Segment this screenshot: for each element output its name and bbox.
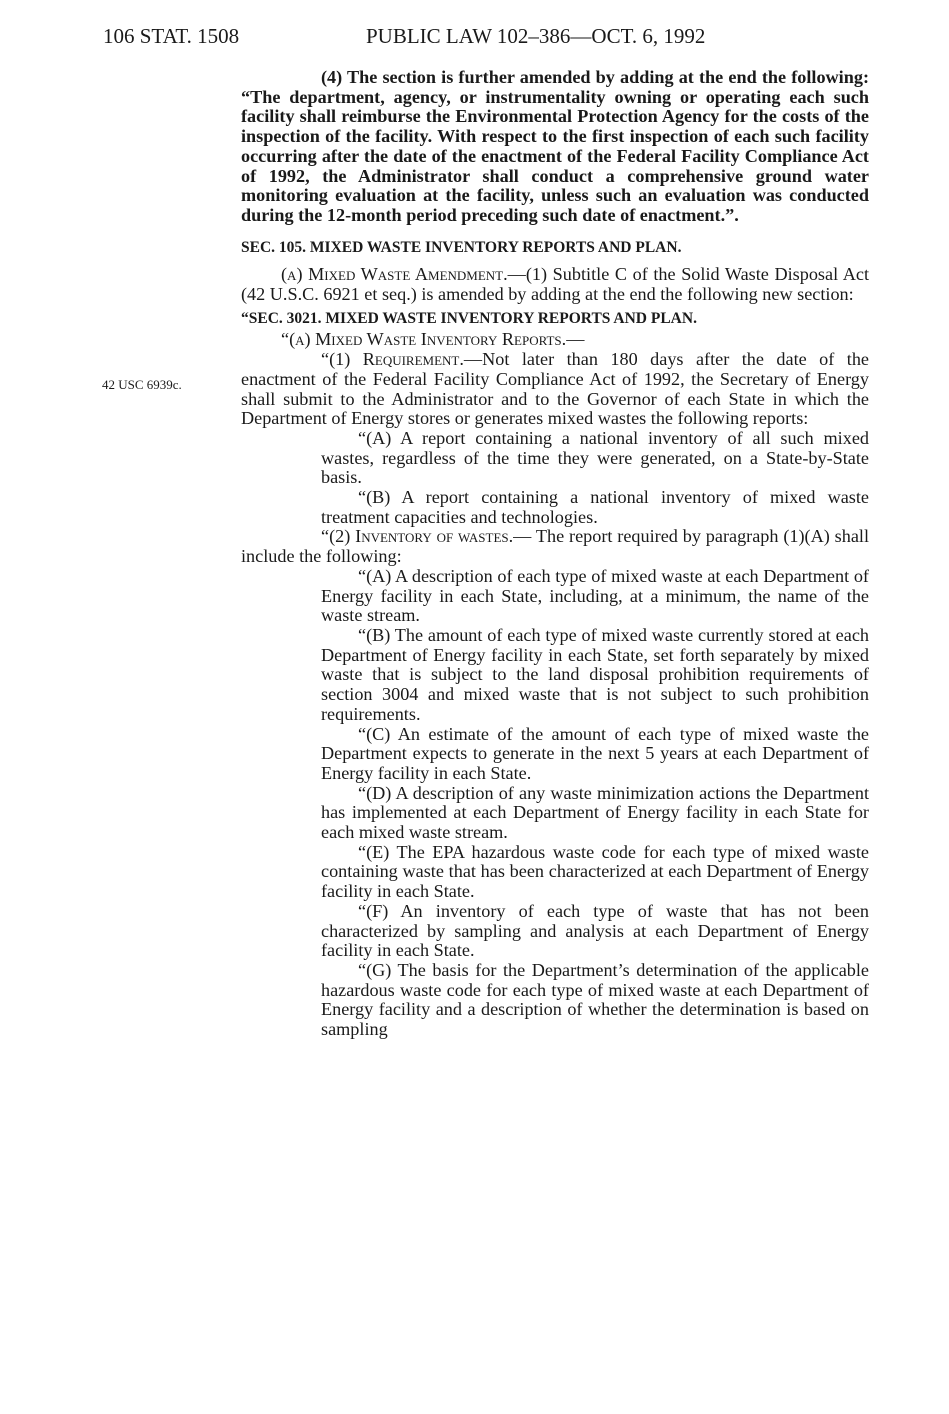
section-3021-heading: “SEC. 3021. MIXED WASTE INVENTORY REPORTS AND PLAN. <box>241 309 697 327</box>
requirement-item-A: “(A) A report containing a national inventory of all such mixed wastes, regardless of the time they were generated, on a State-by-State basis. <box>321 427 869 488</box>
requirement-paragraph-1 <box>241 350 869 429</box>
text-body <box>241 68 869 1040</box>
section-3021-subsection-a: “(a) Mixed Waste Inventory Reports.— <box>281 329 585 350</box>
paragraph-4: (4) The section is further amended by adding at the end the following: “The department, agency, or instrumentality owning or operating each such facility shall reimburse the Environmental Protection Agency for the costs of the inspection of the facility. With respect to the first inspection of each such facility occurring after the date of the enactment of the Federal Facility Compliance Act of 1992, the Administrator shall conduct a comprehensive ground water monitoring evaluation at the facility, unless such an evaluation was conducted during the 12-month period preceding such date of enactment.”. <box>241 67 869 225</box>
margin-note-usc: 42 USC 6939c. <box>102 377 182 392</box>
inventory-item-A: “(A) A description of each type of mixed waste at each Department of Energy facility in each State, including, at a minimum, the name of the waste stream. <box>321 565 869 626</box>
inventory-item-C: “(C) An estimate of the amount of each type of mixed waste the Department expects to generate in the next 5 years at each Department of Energy facility in each State. <box>321 723 869 783</box>
inventory-text: — The report required by paragraph (1)(A) shall include the following: <box>241 526 869 567</box>
subsection-a-label: (a) Mixed Waste Amendment. <box>281 264 508 285</box>
public-law-citation: PUBLIC LAW 102–386—OCT. 6, 1992 <box>366 24 706 48</box>
inventory-paragraph-2 <box>241 527 869 566</box>
inventory-item-E: “(E) The EPA hazardous waste code for each type of mixed waste containing waste that has been characterized at each Department of Energy facility in each State. <box>321 841 869 902</box>
inventory-item-B: “(B) The amount of each type of mixed waste currently stored at each Department of Energy facility in each State, set forth separately by mixed waste that is subject to the land disposal prohibition requirements of section 3004 and mixed waste that is not subject to such prohibition requirements. <box>321 624 869 724</box>
stat-page-number: 106 STAT. 1508 <box>103 24 240 48</box>
subsection-a-text: —(1) Subtitle C of the Solid Waste Disposal Act (42 U.S.C. 6921 et seq.) is amended by adding at the end the following new section: <box>241 264 869 305</box>
inventory-label: “(2) Inventory of wastes. <box>321 526 514 547</box>
inventory-item-G: “(G) The basis for the Department’s determination of the applicable hazardous waste code for each type of mixed waste at each Department of Energy facility and a description of whether the determination is based on sampling <box>321 959 869 1040</box>
requirement-item-B: “(B) A report containing a national inventory of mixed waste treatment capacities and technologies. <box>321 487 869 527</box>
page-header <box>103 20 749 52</box>
section-105-heading: SEC. 105. MIXED WASTE INVENTORY REPORTS AND PLAN. <box>241 238 682 256</box>
inventory-item-F: “(F) An inventory of each type of waste that has not been characterized by sampling and analysis at each Department of Energy facility in each State. <box>321 900 869 961</box>
subsection-a <box>241 265 869 304</box>
requirement-label: “(1) Requirement. <box>321 349 464 370</box>
inventory-item-D: “(D) A description of any waste minimization actions the Department has implemented at each Department of Energy facility in each State for each mixed waste stream. <box>321 782 869 843</box>
requirement-text: —Not later than 180 days after the date of the enactment of the Federal Facility Compliance Act of 1992, the Secretary of Energy shall submit to the Administrator and to the Governor of each State in which the Department of Energy stores or generates mixed wastes the following reports: <box>241 349 869 429</box>
